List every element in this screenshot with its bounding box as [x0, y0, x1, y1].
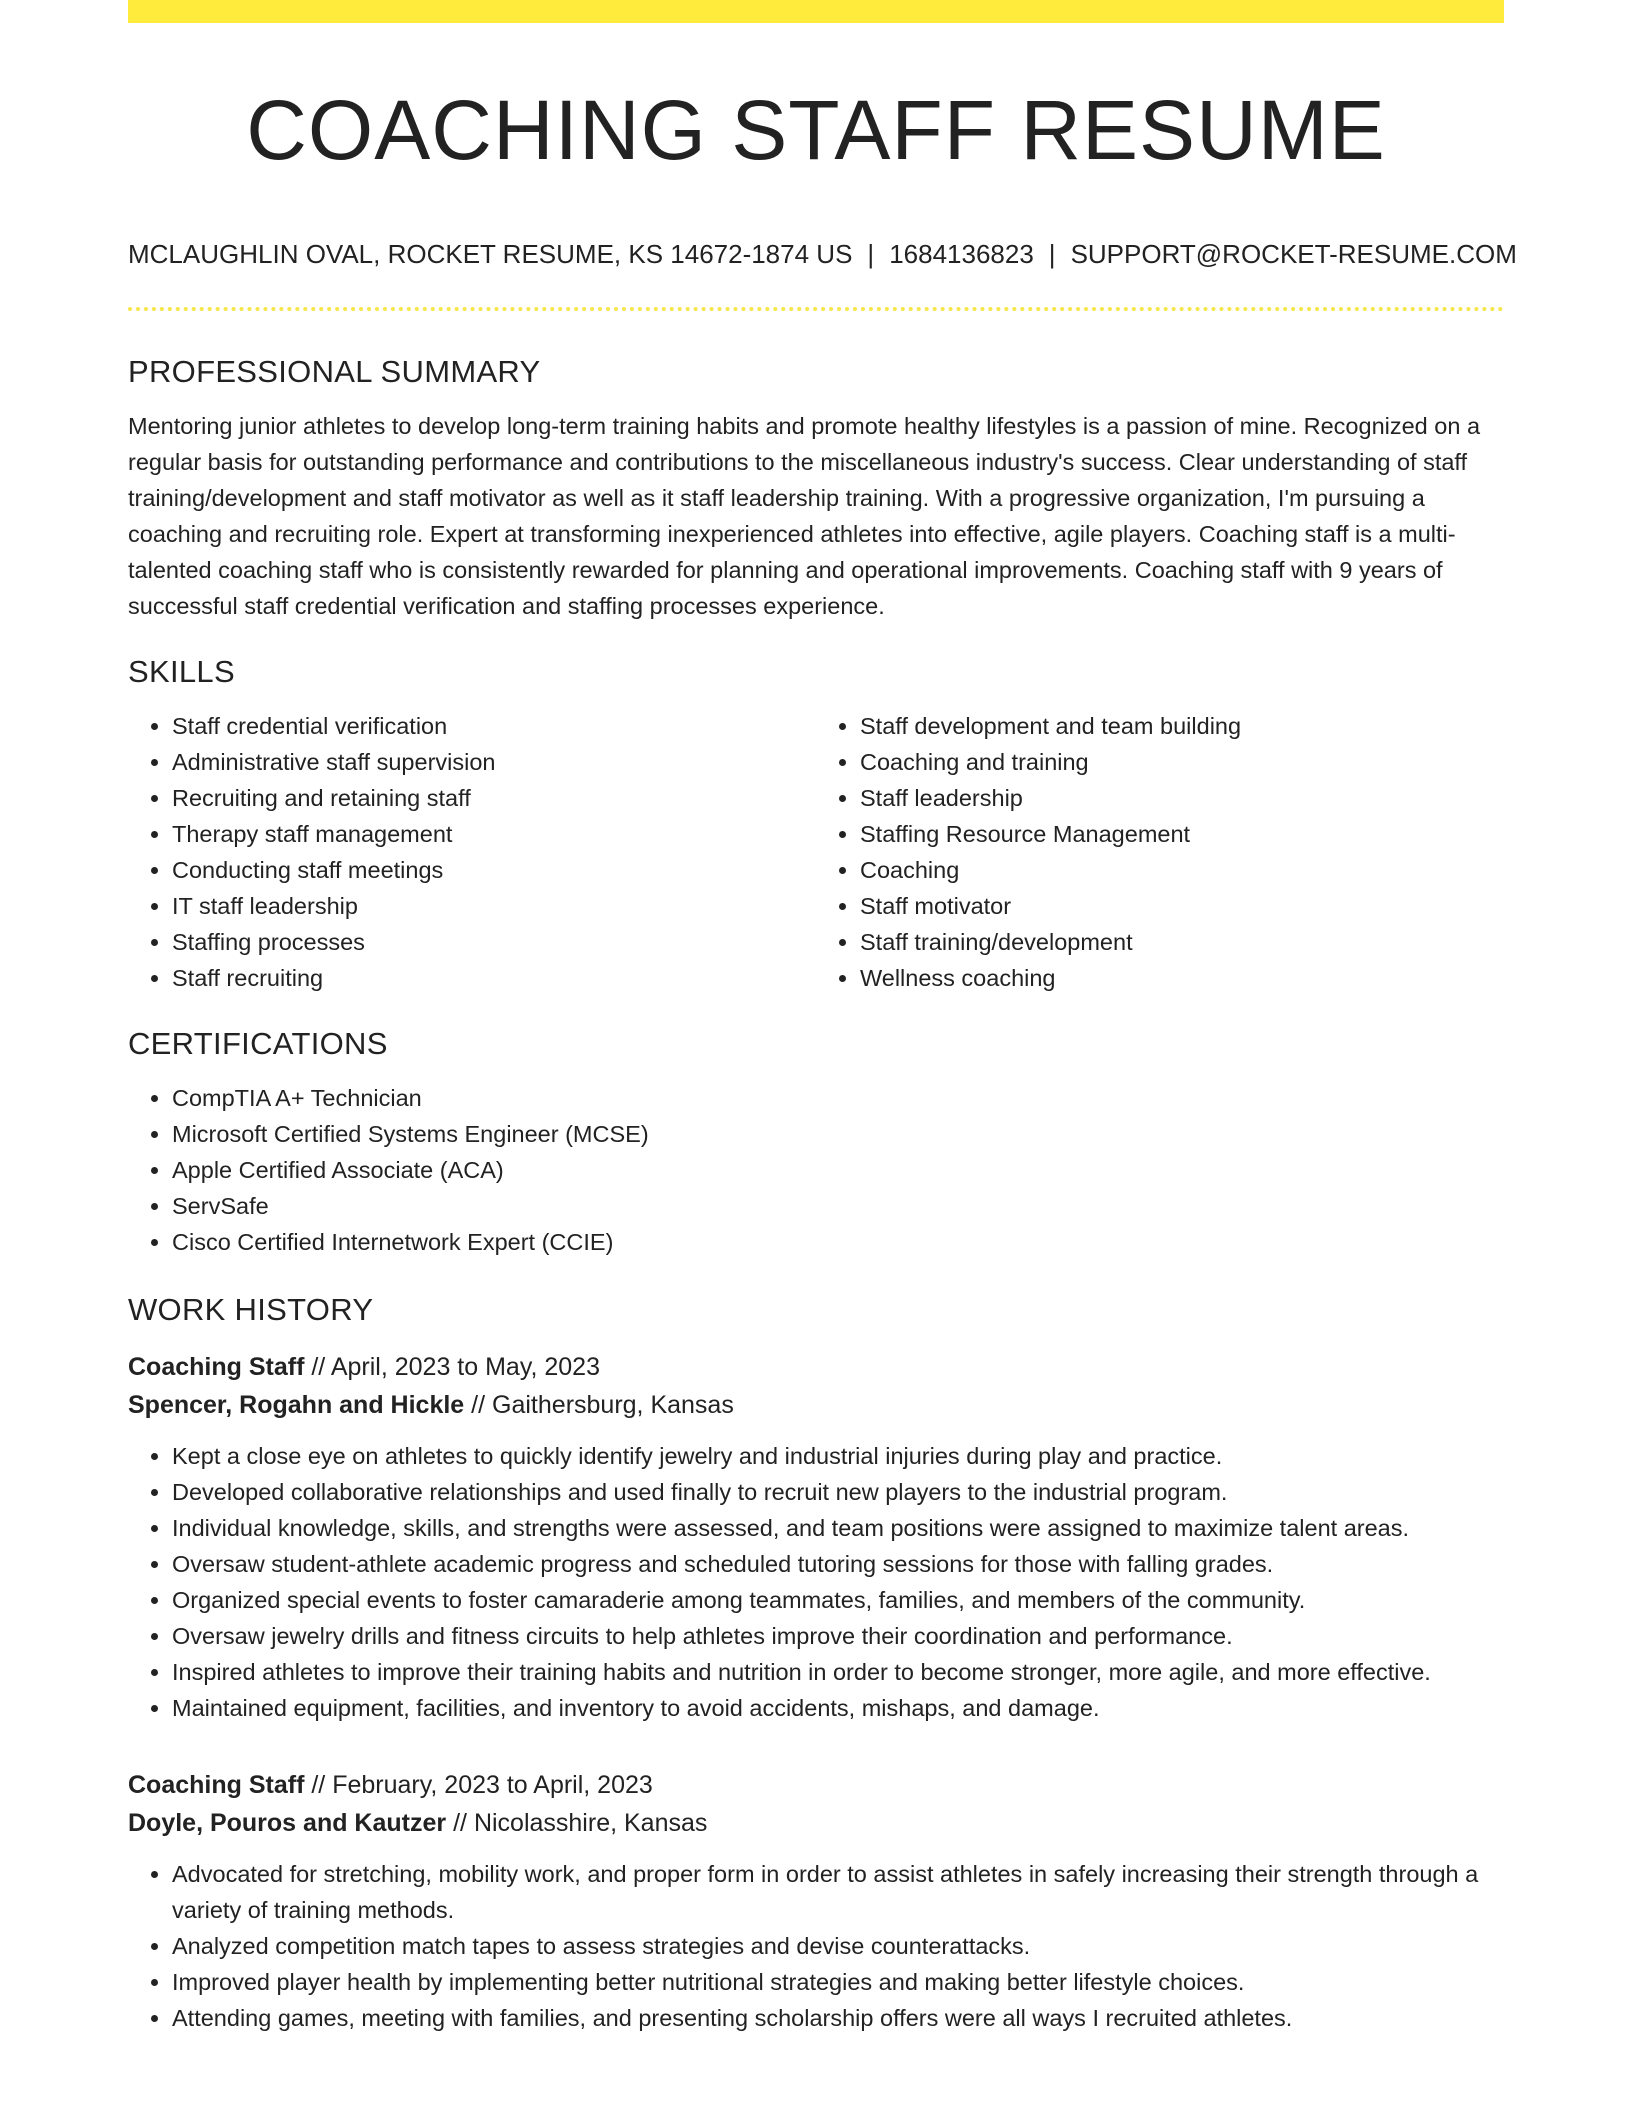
skill-item: • Therapy staff management [172, 816, 816, 852]
certifications-list [128, 1080, 1504, 1260]
skill-item: • Conducting staff meetings [172, 852, 816, 888]
job-duty: • Advocated for stretching, mobility work, and proper form in order to assist athletes in safely increasing their strength through a variety of training methods. [172, 1856, 1504, 1928]
job-entry [128, 1348, 1504, 1726]
skill-item: • Staffing Resource Management [860, 816, 1504, 852]
job-duty: • Individual knowledge, skills, and strengths were assessed, and team positions were assigned to maximize talent areas. [172, 1510, 1504, 1546]
resume-body [128, 350, 1504, 2036]
job-dates: April, 2023 to May, 2023 [330, 1353, 600, 1381]
skill-item: • Staff training/development [860, 924, 1504, 960]
skills-columns [128, 708, 1504, 996]
resume-title: COACHING STAFF RESUME [246, 83, 1386, 177]
job-title-line [128, 1766, 1504, 1804]
skill-item: • Coaching and training [860, 744, 1504, 780]
skill-item: • Administrative staff supervision [172, 744, 816, 780]
certifications-section [128, 1022, 1504, 1260]
job-location: Nicolasshire, Kansas [473, 1809, 708, 1837]
job-title: Coaching Staff [128, 1771, 305, 1799]
job-separator: // [311, 1771, 326, 1799]
work-history-section [128, 1288, 1504, 2036]
summary-heading: PROFESSIONAL SUMMARY [128, 354, 541, 389]
certification-item: • Cisco Certified Internetwork Expert (CCIE) [172, 1224, 1504, 1260]
job-separator: // [453, 1809, 467, 1837]
contact-phone: 1684136823 [889, 239, 1034, 269]
job-dates: February, 2023 to April, 2023 [332, 1771, 653, 1799]
job-duty: • Organized special events to foster camaraderie among teammates, families, and members of the community. [172, 1582, 1504, 1618]
job-duty: • Developed collaborative relationships and used finally to recruit new players to the industrial program. [172, 1474, 1504, 1510]
skill-item: • Staff development and team building [860, 708, 1504, 744]
skills-heading: SKILLS [128, 654, 235, 689]
job-entry [128, 1766, 1504, 2036]
certification-item: • CompTIA A+ Technician [172, 1080, 1504, 1116]
job-duties-list [128, 1856, 1504, 2036]
contact-separator: | [1048, 239, 1056, 269]
job-duty: • Oversaw jewelry drills and fitness circuits to help athletes improve their coordination and performance. [172, 1618, 1504, 1654]
skill-item: • Coaching [860, 852, 1504, 888]
contact-address: MCLAUGHLIN OVAL, ROCKET RESUME, KS 14672-1874 US [128, 239, 853, 269]
dotted-divider [128, 307, 1504, 311]
skills-list-left [128, 708, 816, 996]
job-duty: • Analyzed competition match tapes to assess strategies and devise counterattacks. [172, 1928, 1504, 1964]
certification-item: • Apple Certified Associate (ACA) [172, 1152, 1504, 1188]
contact-separator: | [867, 239, 875, 269]
skills-section [128, 650, 1504, 996]
job-separator: // [311, 1353, 326, 1381]
contact-line [128, 236, 1517, 272]
skill-item: • Staffing processes [172, 924, 816, 960]
accent-bar [128, 0, 1504, 23]
skill-item: • Wellness coaching [860, 960, 1504, 996]
job-separator: // [471, 1391, 486, 1419]
job-company-line [128, 1804, 1504, 1842]
job-duty: • Improved player health by implementing better nutritional strategies and making better lifestyle choices. [172, 1964, 1504, 2000]
skill-item: • Staff recruiting [172, 960, 816, 996]
summary-text: Mentoring junior athletes to develop long-term training habits and promote healthy lifestyles is a passion of mine. Recognized on a regular basis for outstanding performance and contributions to the miscellaneous industry's success. Clear understanding of staff training/development and staff motivator as well as it staff leadership training. With a progressive organization, I'm pursuing a coaching and recruiting role. Expert at transforming inexperienced athletes into effective, agile players. Coaching staff is a multi-talented coaching staff who is consistently rewarded for planning and operational improvements. Coaching staff with 9 years of successful staff credential verification and staffing processes experience. [128, 413, 1481, 619]
job-company-line [128, 1386, 1504, 1424]
job-duty: • Inspired athletes to improve their training habits and nutrition in order to become stronger, more agile, and more effective. [172, 1654, 1504, 1690]
job-duty: • Maintained equipment, facilities, and inventory to avoid accidents, mishaps, and damage. [172, 1690, 1504, 1726]
skill-item: • Staff leadership [860, 780, 1504, 816]
skill-item: • Staff credential verification [172, 708, 816, 744]
job-duties-list [128, 1438, 1504, 1726]
job-title: Coaching Staff [128, 1353, 305, 1381]
job-duty: • Attending games, meeting with families, and presenting scholarship offers were all ways I recruited athletes. [172, 2000, 1504, 2036]
job-company: Spencer, Rogahn and Hickle [128, 1391, 465, 1419]
job-title-line [128, 1348, 1504, 1386]
skill-item: • Recruiting and retaining staff [172, 780, 816, 816]
work-history-heading: WORK HISTORY [128, 1292, 374, 1327]
job-company: Doyle, Pouros and Kautzer [128, 1809, 447, 1837]
summary-section [128, 350, 1504, 624]
job-location: Gaithersburg, Kansas [492, 1391, 734, 1419]
job-duty: • Kept a close eye on athletes to quickly identify jewelry and industrial injuries during play and practice. [172, 1438, 1504, 1474]
certification-item: • ServSafe [172, 1188, 1504, 1224]
job-duty: • Oversaw student-athlete academic progress and scheduled tutoring sessions for those with falling grades. [172, 1546, 1504, 1582]
certification-item: • Microsoft Certified Systems Engineer (MCSE) [172, 1116, 1504, 1152]
certifications-heading: CERTIFICATIONS [128, 1026, 388, 1061]
skills-list-right [816, 708, 1504, 996]
contact-email: SUPPORT@ROCKET-RESUME.COM [1070, 239, 1517, 269]
skill-item: • IT staff leadership [172, 888, 816, 924]
skill-item: • Staff motivator [860, 888, 1504, 924]
